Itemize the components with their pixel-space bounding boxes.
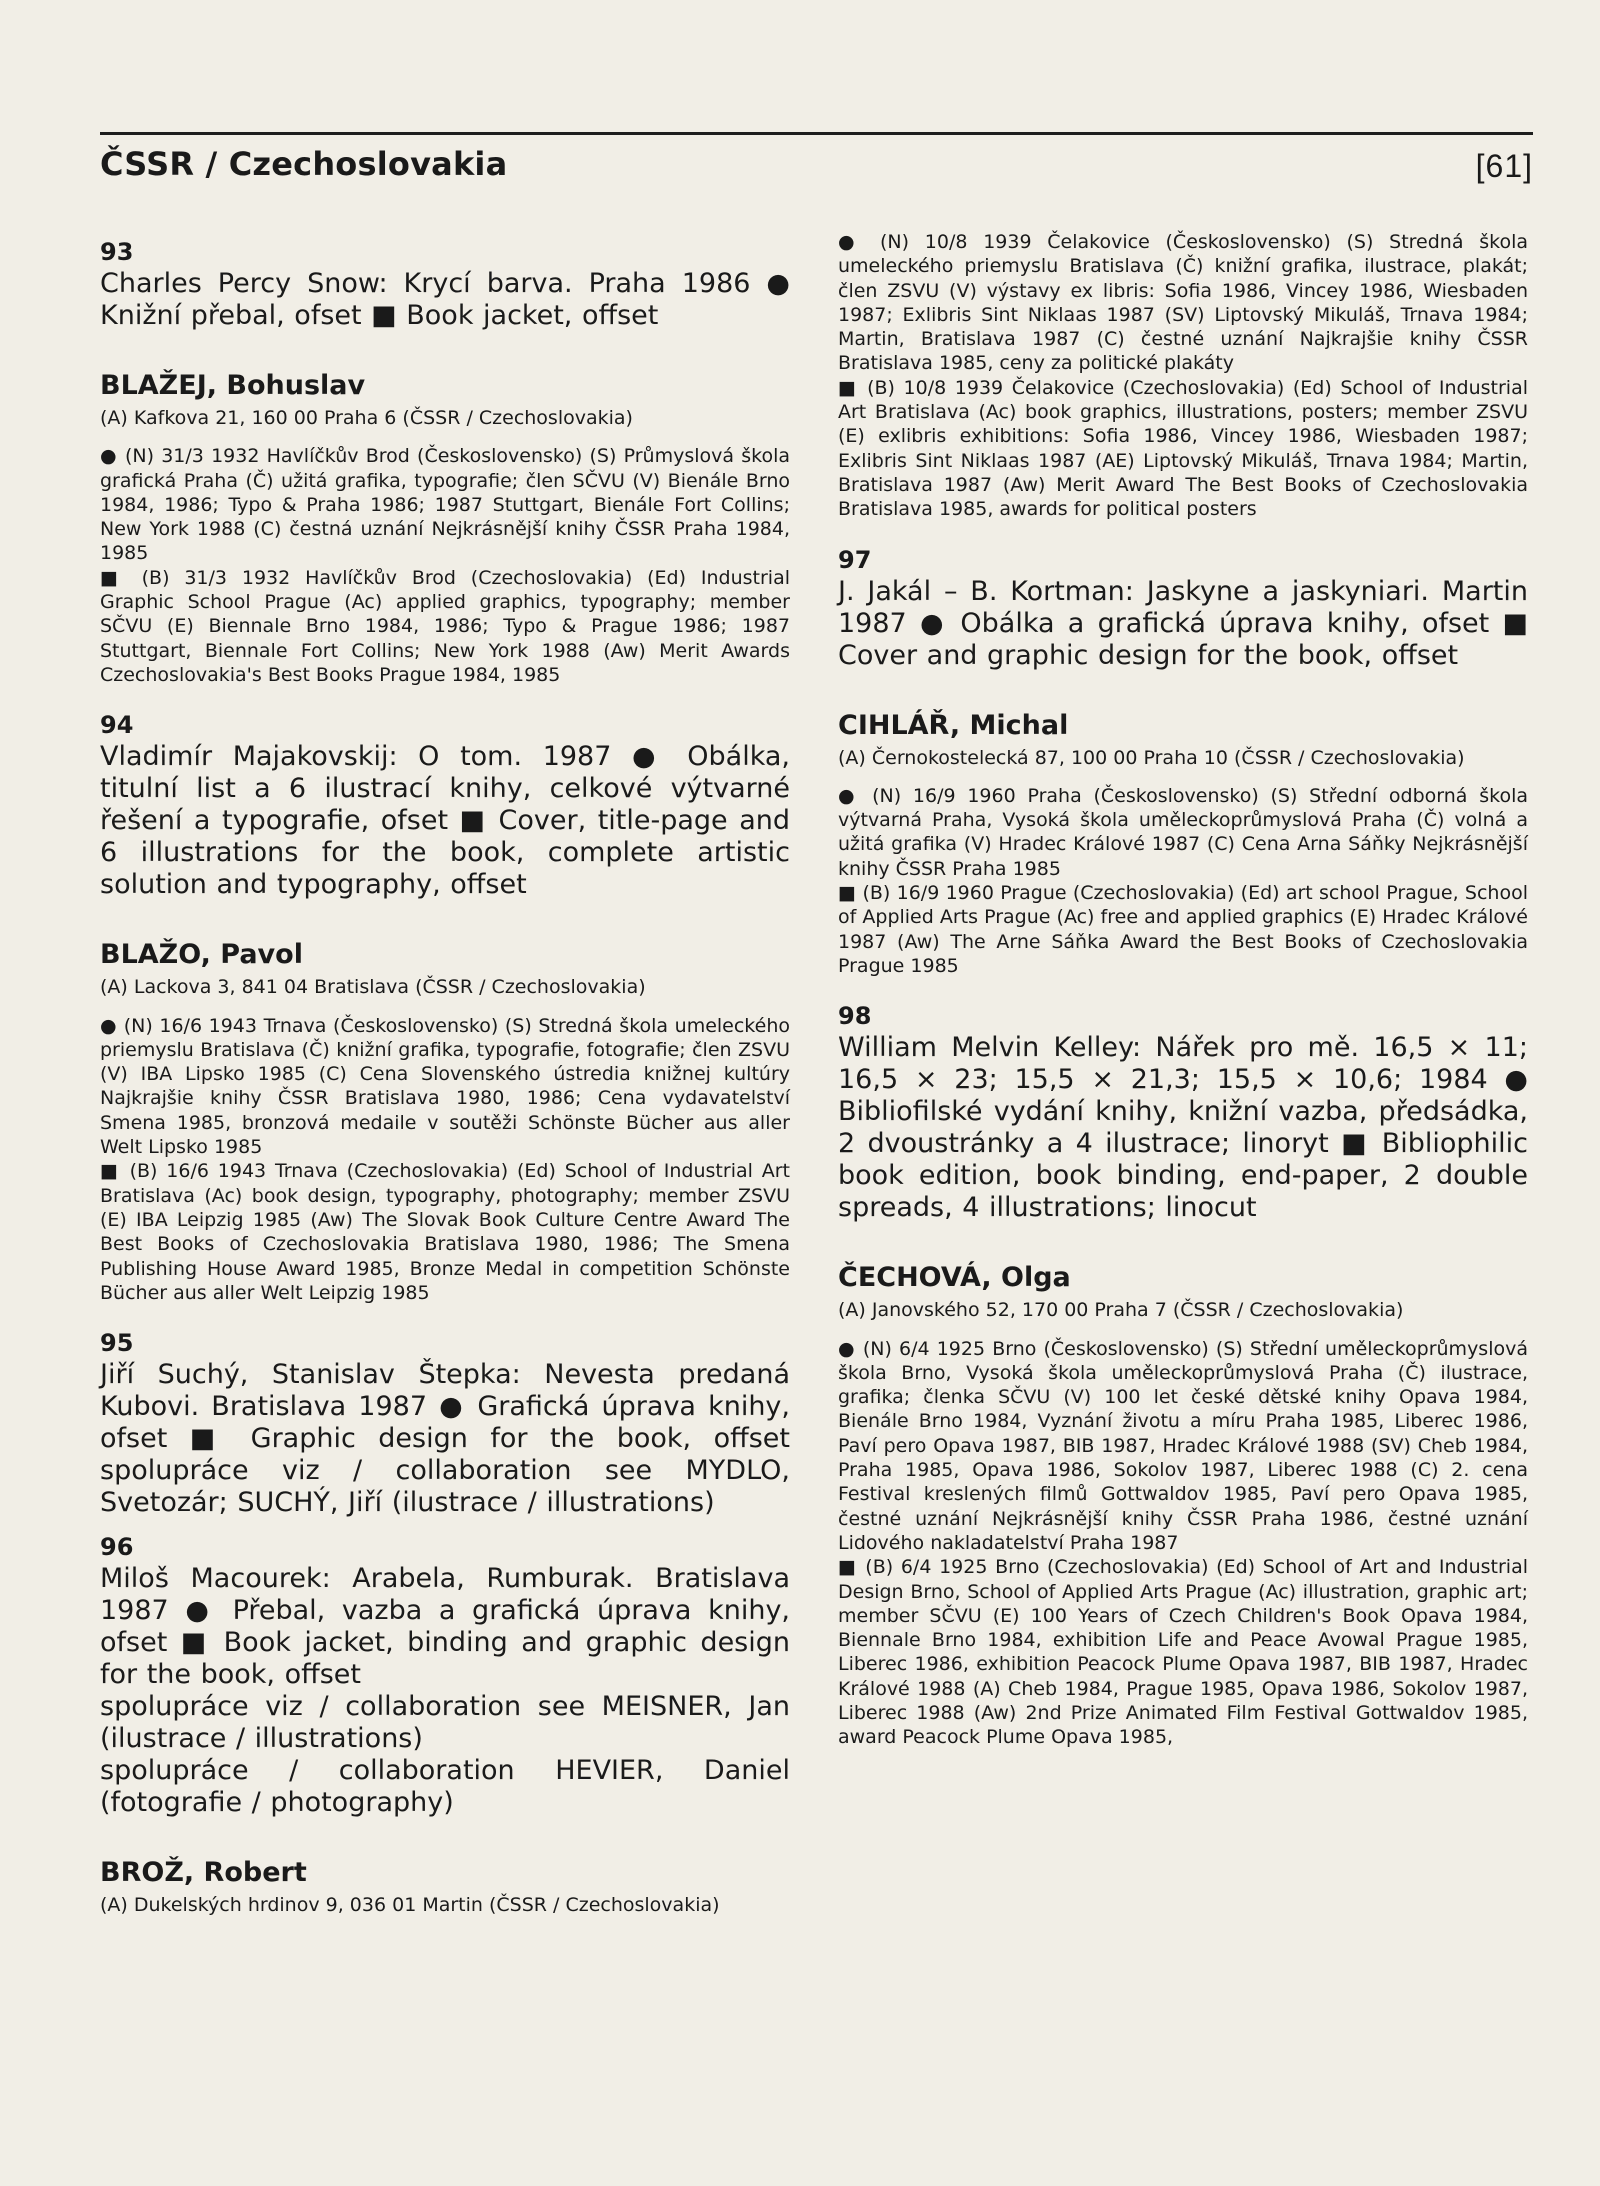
artist-bio-english: ■ (B) 16/6 1943 Trnava (Czechoslovakia) (Ed) School of Industrial Art Bratislava (Ac) book design, typography, photography; member ZSVU (E) IBA Leipzig 1985 (Aw) The Slovak Book Culture Centre Award The Best Books of Czechoslovakia Bratislava 1980, 1986; The Smena Publishing House Award 1985, Bronze Medal in competition Schönste Bücher aus aller Welt Leipzig 1985 [100, 1160, 790, 1304]
artist-bio-english: ■ (B) 10/8 1939 Čelakovice (Czechoslovakia) (Ed) School of Industrial Art Bratislava (Ac) book graphics, illustrations, posters; member ZSVU (E) exlibris exhibitions: Sofia 1986, Vincey 1986, Wiesbaden 1987; Exlibris Sint Niklaas 1987 (AE) Liptovský Mikuláš, Trnava 1984; Martin, Bratislava 1987 (Aw) Merit Award The Best Books of Czechoslovakia Bratislava 1985, awards for political posters [838, 376, 1528, 521]
entry-collaboration: spolupráce viz / collaboration see MEISNER, Jan (ilustrace / illustrations) [100, 1691, 790, 1755]
entry-text: Jiří Suchý, Stanislav Štepka: Nevesta predaná Kubovi. Bratislava 1987 ● Grafická úprava knihy, ofset ■ Graphic design for the book, offset spolupráce viz / collaboration see MYDLO, Svetozár; SUCHÝ, Jiří (ilustrace / illustrations) [100, 1359, 790, 1519]
artist-blazo-pavol [100, 939, 790, 1305]
artist-address: (A) Dukelských hrdinov 9, 036 01 Martin (ČSSR / Czechoslovakia) [100, 1894, 720, 1917]
entry-98 [838, 1002, 1528, 1224]
entry-number: 94 [100, 711, 134, 740]
page-header [100, 132, 1533, 185]
artist-bio-english: ■ (B) 6/4 1925 Brno (Czechoslovakia) (Ed) School of Art and Industrial Design Brno, School of Applied Arts Prague (Ac) illustration, graphic art; member SČVU (E) 100 Years of Czech Children's Book Opava 1984, Biennale Brno 1984, exhibition Life and Peace Avowal Prague 1985, Liberec 1986, exhibition Peacock Plume Opava 1987, BIB 1987, Hradec Králové 1988 (A) Cheb 1984, Prague 1985, Opava 1986, Sokolov 1987, Liberec 1988 (Aw) 2nd Prize Animated Film Festival Gottwaldov 1985, award Peacock Plume Opava 1985, [838, 1556, 1528, 1749]
page-number: [61] [1475, 148, 1533, 184]
entry-text: Miloš Macourek: Arabela, Rumburak. Bratislava 1987 ● Přebal, vazba a grafická úprava knihy, ofset ■ Book jacket, binding and graphic design for the book, offset [100, 1563, 790, 1691]
entry-text: J. Jakál – B. Kortman: Jaskyne a jaskyniari. Martin 1987 ● Obálka a grafická úprava knihy, ofset ■ Cover and graphic design for the book, offset [838, 575, 1528, 671]
artist-name: CIHLÁŘ, Michal [838, 709, 1069, 741]
artist-address: (A) Černokostelecká 87, 100 00 Praha 10 (ČSSR / Czechoslovakia) [838, 746, 1465, 769]
artist-name: BLAŽO, Pavol [100, 939, 303, 971]
artist-bio-czech: ● (N) 16/6 1943 Trnava (Československo) (S) Stredná škola umeleckého priemyslu Bratislava (Č) knižní grafika, typografie, fotografie; člen ZSVU (V) IBA Lipsko 1985 (C) Cena Slovenského ústredia knižnej kultúry Najkrajšie knihy ČSSR Bratislava 1980, 1986; Cena vydavatelství Smena 1985, bronzová medaile v soutěži Schönste Bücher aus aller Welt Lipsko 1985 [100, 1014, 790, 1159]
artist-address: (A) Janovského 52, 170 00 Praha 7 (ČSSR / Czechoslovakia) [838, 1299, 1404, 1322]
artist-bio-czech: ● (N) 6/4 1925 Brno (Československo) (S) Střední uměleckoprůmyslová škola Brno, Vysoká škola uměleckoprůmyslová Praha (Č) ilustrace, grafika; členka SČVU (V) 100 let české dětské knihy Opava 1984, Bienále Brno 1984, Vyznání životu a míru Praha 1985, Liberec 1986, Paví pero Opava 1987, BIB 1987, Hradec Králové 1988 (SV) Cheb 1984, Praha 1985, Opava 1986, Sokolov 1987, Liberec 1988 (C) 2. cena Festival kreslených filmů Gottwaldov 1985, Paví pero Opava 1985, čestné uznání Nejkrásnější knihy ČSSR Praha 1986, čestné uznání Lidového nakladatelství Praha 1987 [838, 1337, 1528, 1554]
entry-94 [100, 711, 790, 901]
entry-97 [838, 546, 1528, 672]
artist-address: (A) Lackova 3, 841 04 Bratislava (ČSSR / Czechoslovakia) [100, 976, 646, 999]
artist-broz-robert [100, 1857, 790, 1917]
right-column [838, 230, 1528, 1750]
entry-number: 97 [838, 545, 872, 574]
entry-number: 98 [838, 1002, 872, 1031]
entry-text: William Melvin Kelley: Nářek pro mě. 16,5 × 11; 16,5 × 23; 15,5 × 21,3; 15,5 × 10,6; 1984 ● Bibliofilské vydání knihy, knižní vazba, předsádka, 2 dvoustránky a 4 ilustrace; linoryt ■ Bibliophilic book edition, book binding, end-paper, 2 double spreads, 4 illustrations; linocut [838, 1032, 1528, 1224]
artist-cechova-olga [838, 1262, 1528, 1749]
artist-cihlar-michal [838, 710, 1528, 979]
artist-bio-czech: ● (N) 16/9 1960 Praha (Československo) (S) Střední odborná škola výtvarná Praha, Vysoká škola uměleckoprůmyslová Praha (Č) volná a užitá grafika (V) Hradec Králové 1987 (C) Cena Arna Sáňky Nejkrásnější knihy ČSSR Praha 1985 [838, 784, 1528, 880]
entry-96 [100, 1533, 790, 1819]
artist-blazej-bohuslav [100, 370, 790, 687]
entry-number: 95 [100, 1329, 134, 1358]
page-title: ČSSR / Czechoslovakia [100, 145, 508, 183]
artist-bio-english: ■ (B) 31/3 1932 Havlíčkův Brod (Czechoslovakia) (Ed) Industrial Graphic School Prague (Ac) applied graphics, typography; member SČVU (E) Biennale Brno 1984, 1986; Typo & Prague 1986; 1987 Stuttgart, Biennale Fort Collins; New York 1988 (Aw) Merit Awards Czechoslovakia's Best Books Prague 1984, 1985 [100, 566, 790, 686]
entry-93 [100, 238, 790, 332]
entry-text: Vladimír Majakovskij: O tom. 1987 ● Obálka, titulní list a 6 ilustrací knihy, celkové výtvarné řešení a typografie, ofset ■ Cover, title-page and 6 illustrations for the book, complete artistic solution and typography, offset [100, 741, 790, 901]
artist-bio-czech: ● (N) 31/3 1932 Havlíčkův Brod (Československo) (S) Průmyslová škola grafická Praha (Č) užitá grafika, typografie; člen SČVU (V) Bienále Brno 1984, 1986; Typo & Praha 1986; 1987 Stuttgart, Bienále Fort Collins; New York 1988 (C) čestná uznání Nejkrásnější knihy ČSSR Praha 1984, 1985 [100, 445, 790, 565]
artist-bio-czech: ● (N) 10/8 1939 Čelakovice (Československo) (S) Stredná škola umeleckého priemyslu Bratislava (Č) knižní grafika, ilustrace, plakát; člen ZSVU (V) výstavy ex libris: Sofia 1986, Vincey 1986, Wiesbaden 1987; Exlibris Sint Niklaas 1987 (SV) Liptovský Mikuláš, Trnava 1984; Martin, Bratislava 1987 (C) čestné uznání Najkrajšie knihy ČSSR Bratislava 1985, ceny za politické plakáty [838, 231, 1528, 375]
artist-name: BROŽ, Robert [100, 1857, 307, 1889]
entry-number: 96 [100, 1533, 134, 1562]
left-column [100, 238, 790, 1931]
entry-collaboration: spolupráce / collaboration HEVIER, Daniel (fotografie / photography) [100, 1755, 790, 1819]
artist-broz-robert-continued [838, 230, 1528, 522]
entry-number: 93 [100, 238, 134, 266]
entry-text: Charles Percy Snow: Krycí barva. Praha 1986 ● Knižní přebal, ofset ■ Book jacket, offset [100, 268, 790, 331]
artist-name: BLAŽEJ, Bohuslav [100, 370, 366, 401]
artist-address: (A) Kafkova 21, 160 00 Praha 6 (ČSSR / Czechoslovakia) [100, 407, 633, 429]
artist-name: ČECHOVÁ, Olga [838, 1262, 1071, 1294]
entry-95 [100, 1329, 790, 1519]
artist-bio-english: ■ (B) 16/9 1960 Prague (Czechoslovakia) (Ed) art school Prague, School of Applied Arts Prague (Ac) free and applied graphics (E) Hradec Králové 1987 (Aw) The Arne Sáňka Award the Best Books of Czechoslovakia Prague 1985 [838, 882, 1528, 977]
